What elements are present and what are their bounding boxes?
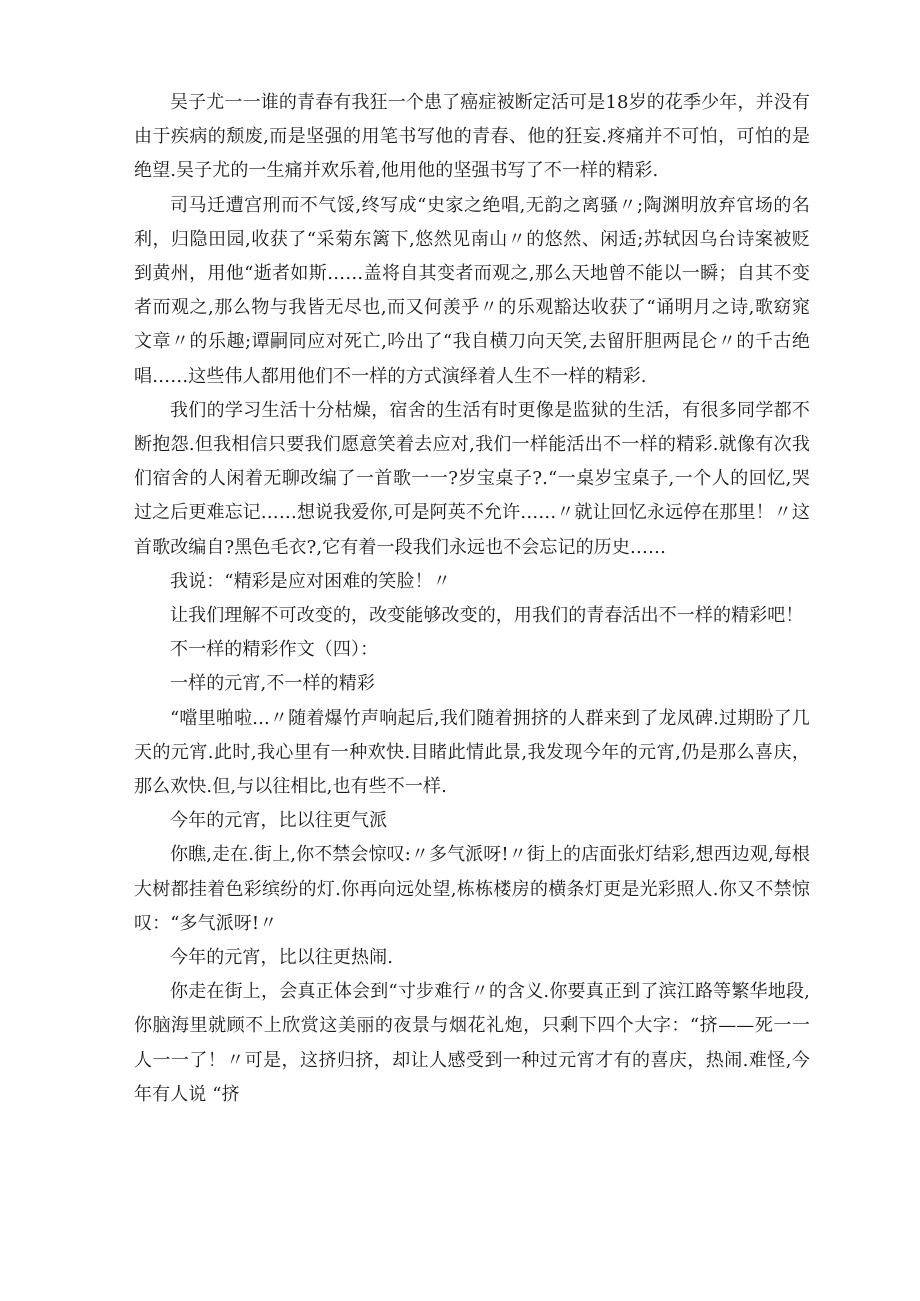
paragraph: 我说：“精彩是应对困难的笑脸！〃 bbox=[170, 570, 451, 592]
paragraph: 吴子尤一一谁的青春有我狂一个患了癌症被断定活可是18岁的花季少年，并没有由于疾病的颓废,而是坚强的用笔书写他的青春、他的狂妄.疼痛并不可怕，可怕的是绝望.吴子尤的一生痛并欢乐着,他用他的坚强书写了不一样的精彩. bbox=[134, 92, 810, 182]
paragraph: 司马迁遭宫刑而不气馁,终写成“史家之绝唱,无韵之离骚〃;陶渊明放弃官场的名利，归隐田园,收获了“采菊东篱下,悠然见南山〃的悠然、闲适;苏轼因乌台诗案被贬到黄州，用他“逝者如斯……盖将自其变者而观之,那么天地曾不能以一瞬；自其不变者而观之,那么物与我皆无尽也,而又何羡乎〃的乐观豁达收获了“诵明月之诗,歌窈窕文章〃的乐趣;谭嗣同应对死亡,吟出了“我自横刀向天笑,去留肝胆两昆仑〃的千古绝唱……这些伟人都用他们不一样的方式演绎着人生不一样的精彩. bbox=[134, 194, 810, 387]
subheading: 今年的元宵，比以往更气派 bbox=[170, 810, 388, 832]
subheading: 今年的元宵，比以往更热闹. bbox=[170, 947, 394, 969]
essay-title: 一样的元宵,不一样的精彩 bbox=[170, 673, 375, 695]
paragraph: 你瞧,走在.街上,你不禁会惊叹:〃多气派呀!〃街上的店面张灯结彩,想西边观,每根大树都挂着色彩缤纷的灯.你再向远处望,栋栋楼房的横条灯更是光彩照人.你又不禁惊叹：“多气派呀!〃 bbox=[134, 844, 810, 934]
section-heading: 不一样的精彩作文（四）： bbox=[170, 639, 379, 661]
document-body bbox=[134, 86, 810, 1112]
paragraph: “噹里啪啦...〃随着爆竹声响起后,我们随着拥挤的人群来到了龙凤碑.过期盼了几天的元宵.此时,我心里有一种欢快.目睹此情此景,我发现今年的元宵,仍是那么喜庆，那么欢快.但,与以往相比,也有些不一样. bbox=[134, 707, 810, 798]
paragraph: 让我们理解不可改变的，改变能够改变的，用我们的青春活出不一样的精彩吧！ bbox=[170, 605, 804, 627]
paragraph: 你走在街上，会真正体会到“寸步难行〃的含义.你要真正到了滨江路等繁华地段,你脑海里就顾不上欣赏这美丽的夜景与烟花礼炮，只剩下四个大字：“挤——死一一人一一了！〃可是，这挤归挤，却让人感受到一种过元宵才有的喜庆，热闹.难怪,今年有人说 “挤 bbox=[134, 981, 810, 1105]
paragraph: 我们的学习生活十分枯燥，宿舍的生活有时更像是监狱的生活，有很多同学都不断抱怨.但我相信只要我们愿意笑着去应对,我们一样能活出不一样的精彩.就像有次我们宿舍的人闲着无聊改编了一首歌一一?岁宝桌子?.“一桌岁宝桌子,一个人的回忆,哭过之后更难忘记……想说我爱你,可是阿英不允许……〃就让回忆永远停在那里！〃这首歌改编自?黑色毛衣?,它有着一段我们永远也不会忘记的历史…… bbox=[134, 399, 810, 558]
